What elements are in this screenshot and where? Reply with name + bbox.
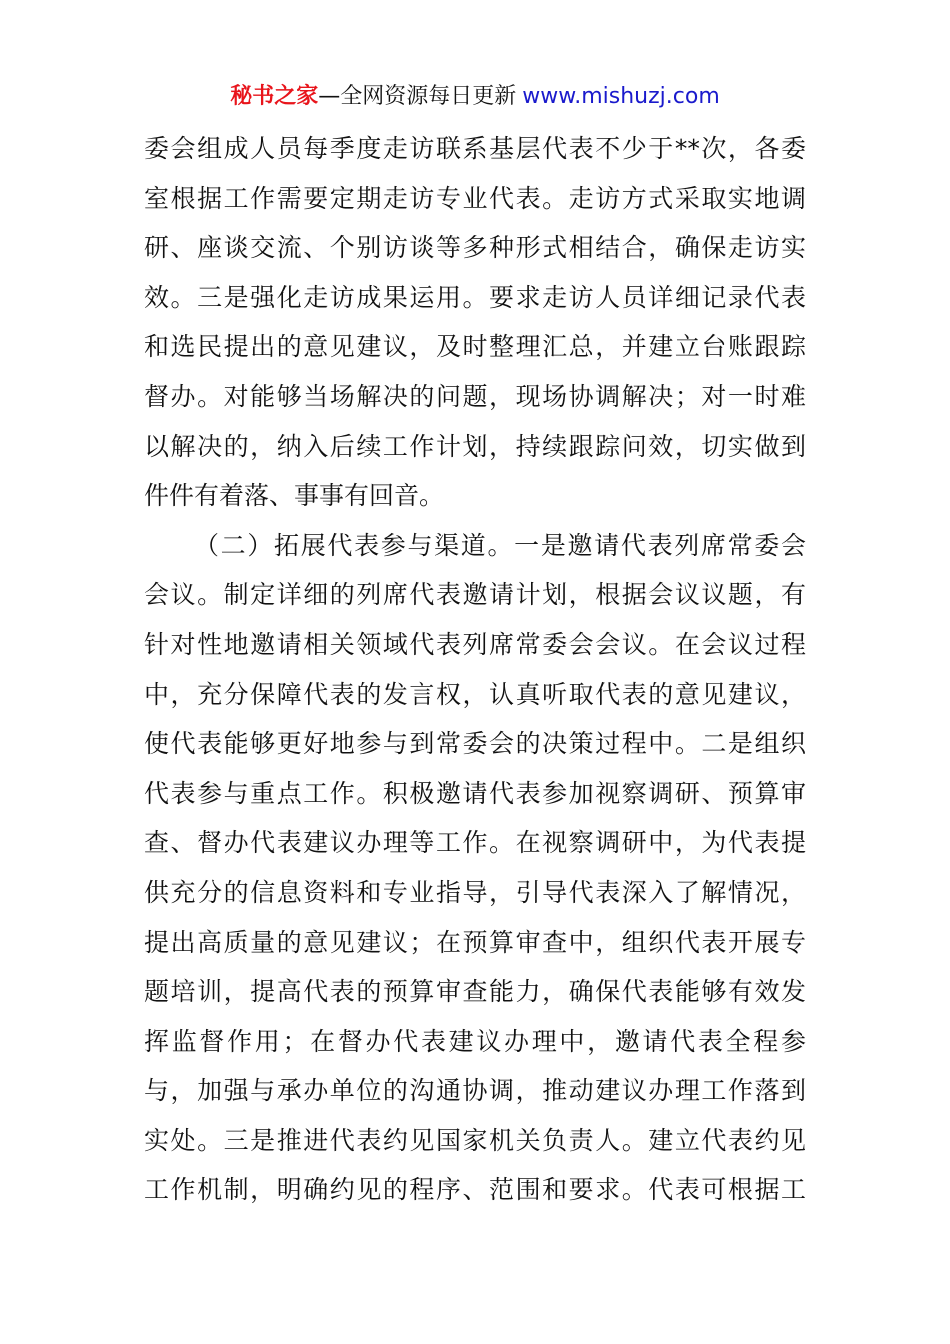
text-line: 件件有着落、事事有回音。 [144,481,445,511]
text-line: 效。三是强化走访成果运用。要求走访人员详细记录代表 [144,282,806,312]
text-line: 挥监督作用；在督办代表建议办理中，邀请代表全程参 [144,1026,806,1056]
paragraph-1 [144,124,806,521]
text-line: 提出高质量的意见建议；在预算审查中，组织代表开展专 [144,927,806,957]
text-line: 针对性地邀请相关领域代表列席常委会会议。在会议过程 [144,629,806,659]
text-line: 会议。制定详细的列席代表邀请计划，根据会议议题，有 [144,580,806,610]
text-line: 供充分的信息资料和专业指导，引导代表深入了解情况， [144,877,806,907]
text-line: 实处。三是推进代表约见国家机关负责人。建立代表约见 [144,1125,806,1155]
site-tagline: —全网资源每日更新 [318,84,517,109]
site-brand: 秘书之家 [230,84,319,109]
text-line: 与，加强与承办单位的沟通协调，推动建议办理工作落到 [144,1076,806,1106]
site-header [0,80,950,114]
text-line: 中，充分保障代表的发言权，认真听取代表的意见建议， [144,679,806,709]
text-line: 工作机制，明确约见的程序、范围和要求。代表可根据工 [144,1175,806,1205]
text-line: 委会组成人员每季度走访联系基层代表不少于**次，各委 [144,134,806,163]
text-line: 和选民提出的意见建议，及时整理汇总，并建立台账跟踪 [144,332,806,362]
text-line: 室根据工作需要定期走访专业代表。走访方式采取实地调 [144,183,806,213]
text-line: （二）拓展代表参与渠道。一是邀请代表列席常委会 [194,530,806,560]
document-body [144,124,806,1215]
text-line: 以解决的，纳入后续工作计划，持续跟踪问效，切实做到 [144,431,806,461]
paragraph-2 [144,521,806,1215]
text-line: 使代表能够更好地参与到常委会的决策过程中。二是组织 [144,729,806,759]
text-line: 查、督办代表建议办理等工作。在视察调研中，为代表提 [144,828,806,858]
text-line: 督办。对能够当场解决的问题，现场协调解决；对一时难 [144,381,806,411]
text-line: 研、座谈交流、个别访谈等多种形式相结合，确保走访实 [144,233,806,263]
text-line: 代表参与重点工作。积极邀请代表参加视察调研、预算审 [144,778,806,808]
site-url-link[interactable]: www.mishuzj.com [522,84,720,109]
text-line: 题培训，提高代表的预算审查能力，确保代表能够有效发 [144,977,806,1007]
